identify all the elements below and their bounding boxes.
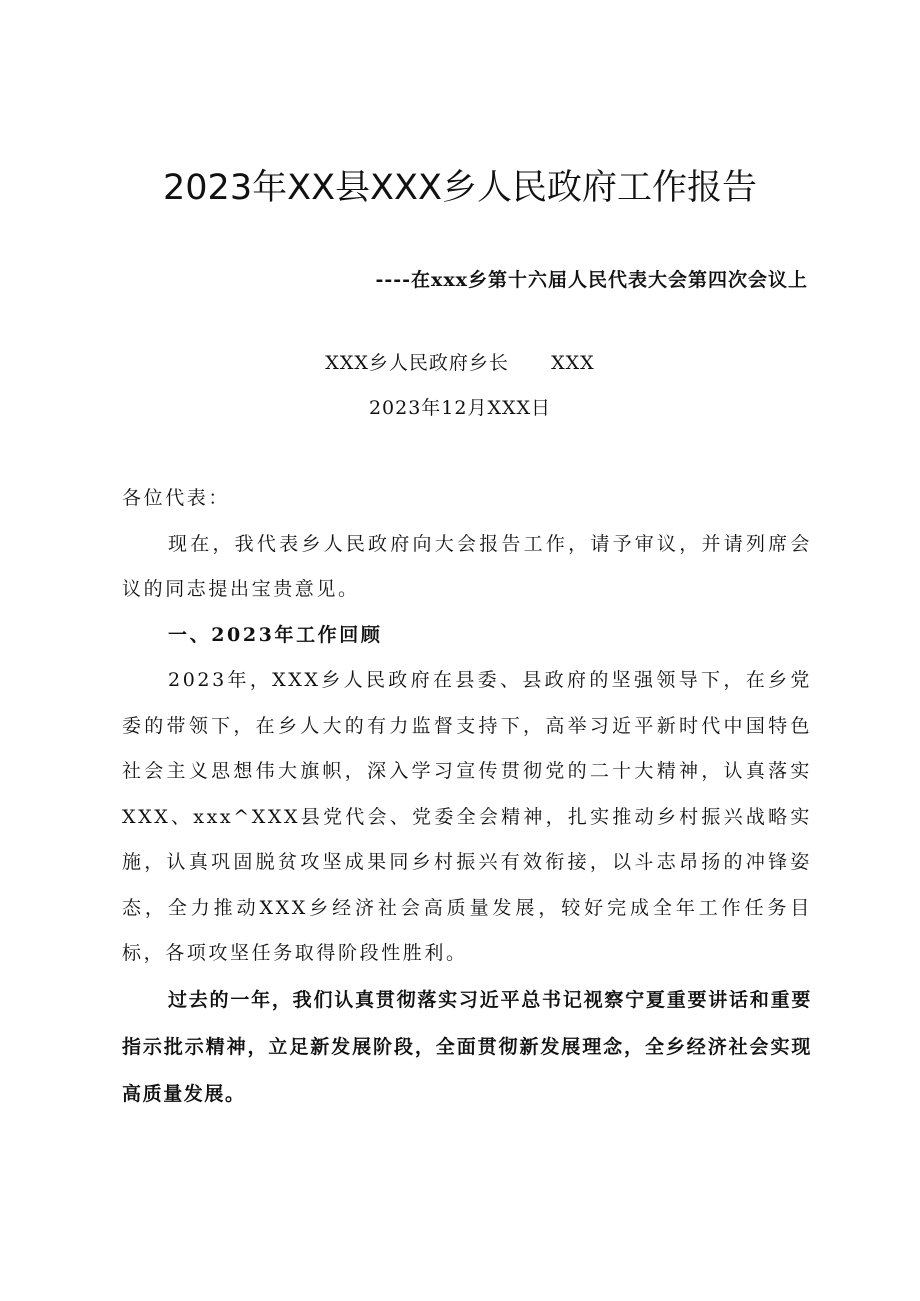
document-title: 2023年XX县XXX乡人民政府工作报告: [163, 168, 757, 208]
salutation: 各位代表：: [122, 487, 231, 509]
intro-paragraph: 现在，我代表乡人民政府向大会报告工作，请予审议，并请列席会议的同志提出宝贵意见。: [122, 532, 812, 600]
highlight-paragraph: 过去的一年，我们认真贯彻落实习近平总书记视察宁夏重要讲话和重要指示批示精神，立足新发展阶段，全面贯彻新发展理念，全乡经济社会实现高质量发展。: [122, 988, 812, 1105]
section-heading: 一、2023年工作回顾: [168, 623, 383, 646]
date-line: 2023年12月XXX日: [368, 397, 552, 419]
review-paragraph: 2023年，XXX乡人民政府在县委、县政府的坚强领导下，在乡党委的带领下，在乡人大的有力监督支持下，高举习近平新时代中国特色社会主义思想伟大旗帜，深入学习宣传贯彻党的二十大精神，认真落实XXX、xxx^XXX县党代会、党委全会精神，扎实推动乡村振兴战略实施，认真巩固脱贫攻坚成果同乡村振兴有效衔接，以斗志昂扬的冲锋姿态，全力推动XXX乡经济社会高质量发展，较好完成全年工作任务目标，各项攻坚任务取得阶段性胜利。: [122, 669, 812, 964]
author-line: XXX乡人民政府乡长 XXX: [325, 352, 595, 374]
document-body: [122, 476, 812, 1118]
document-subtitle: ----在xxx乡第十六届人民代表大会第四次会议上: [375, 269, 808, 291]
